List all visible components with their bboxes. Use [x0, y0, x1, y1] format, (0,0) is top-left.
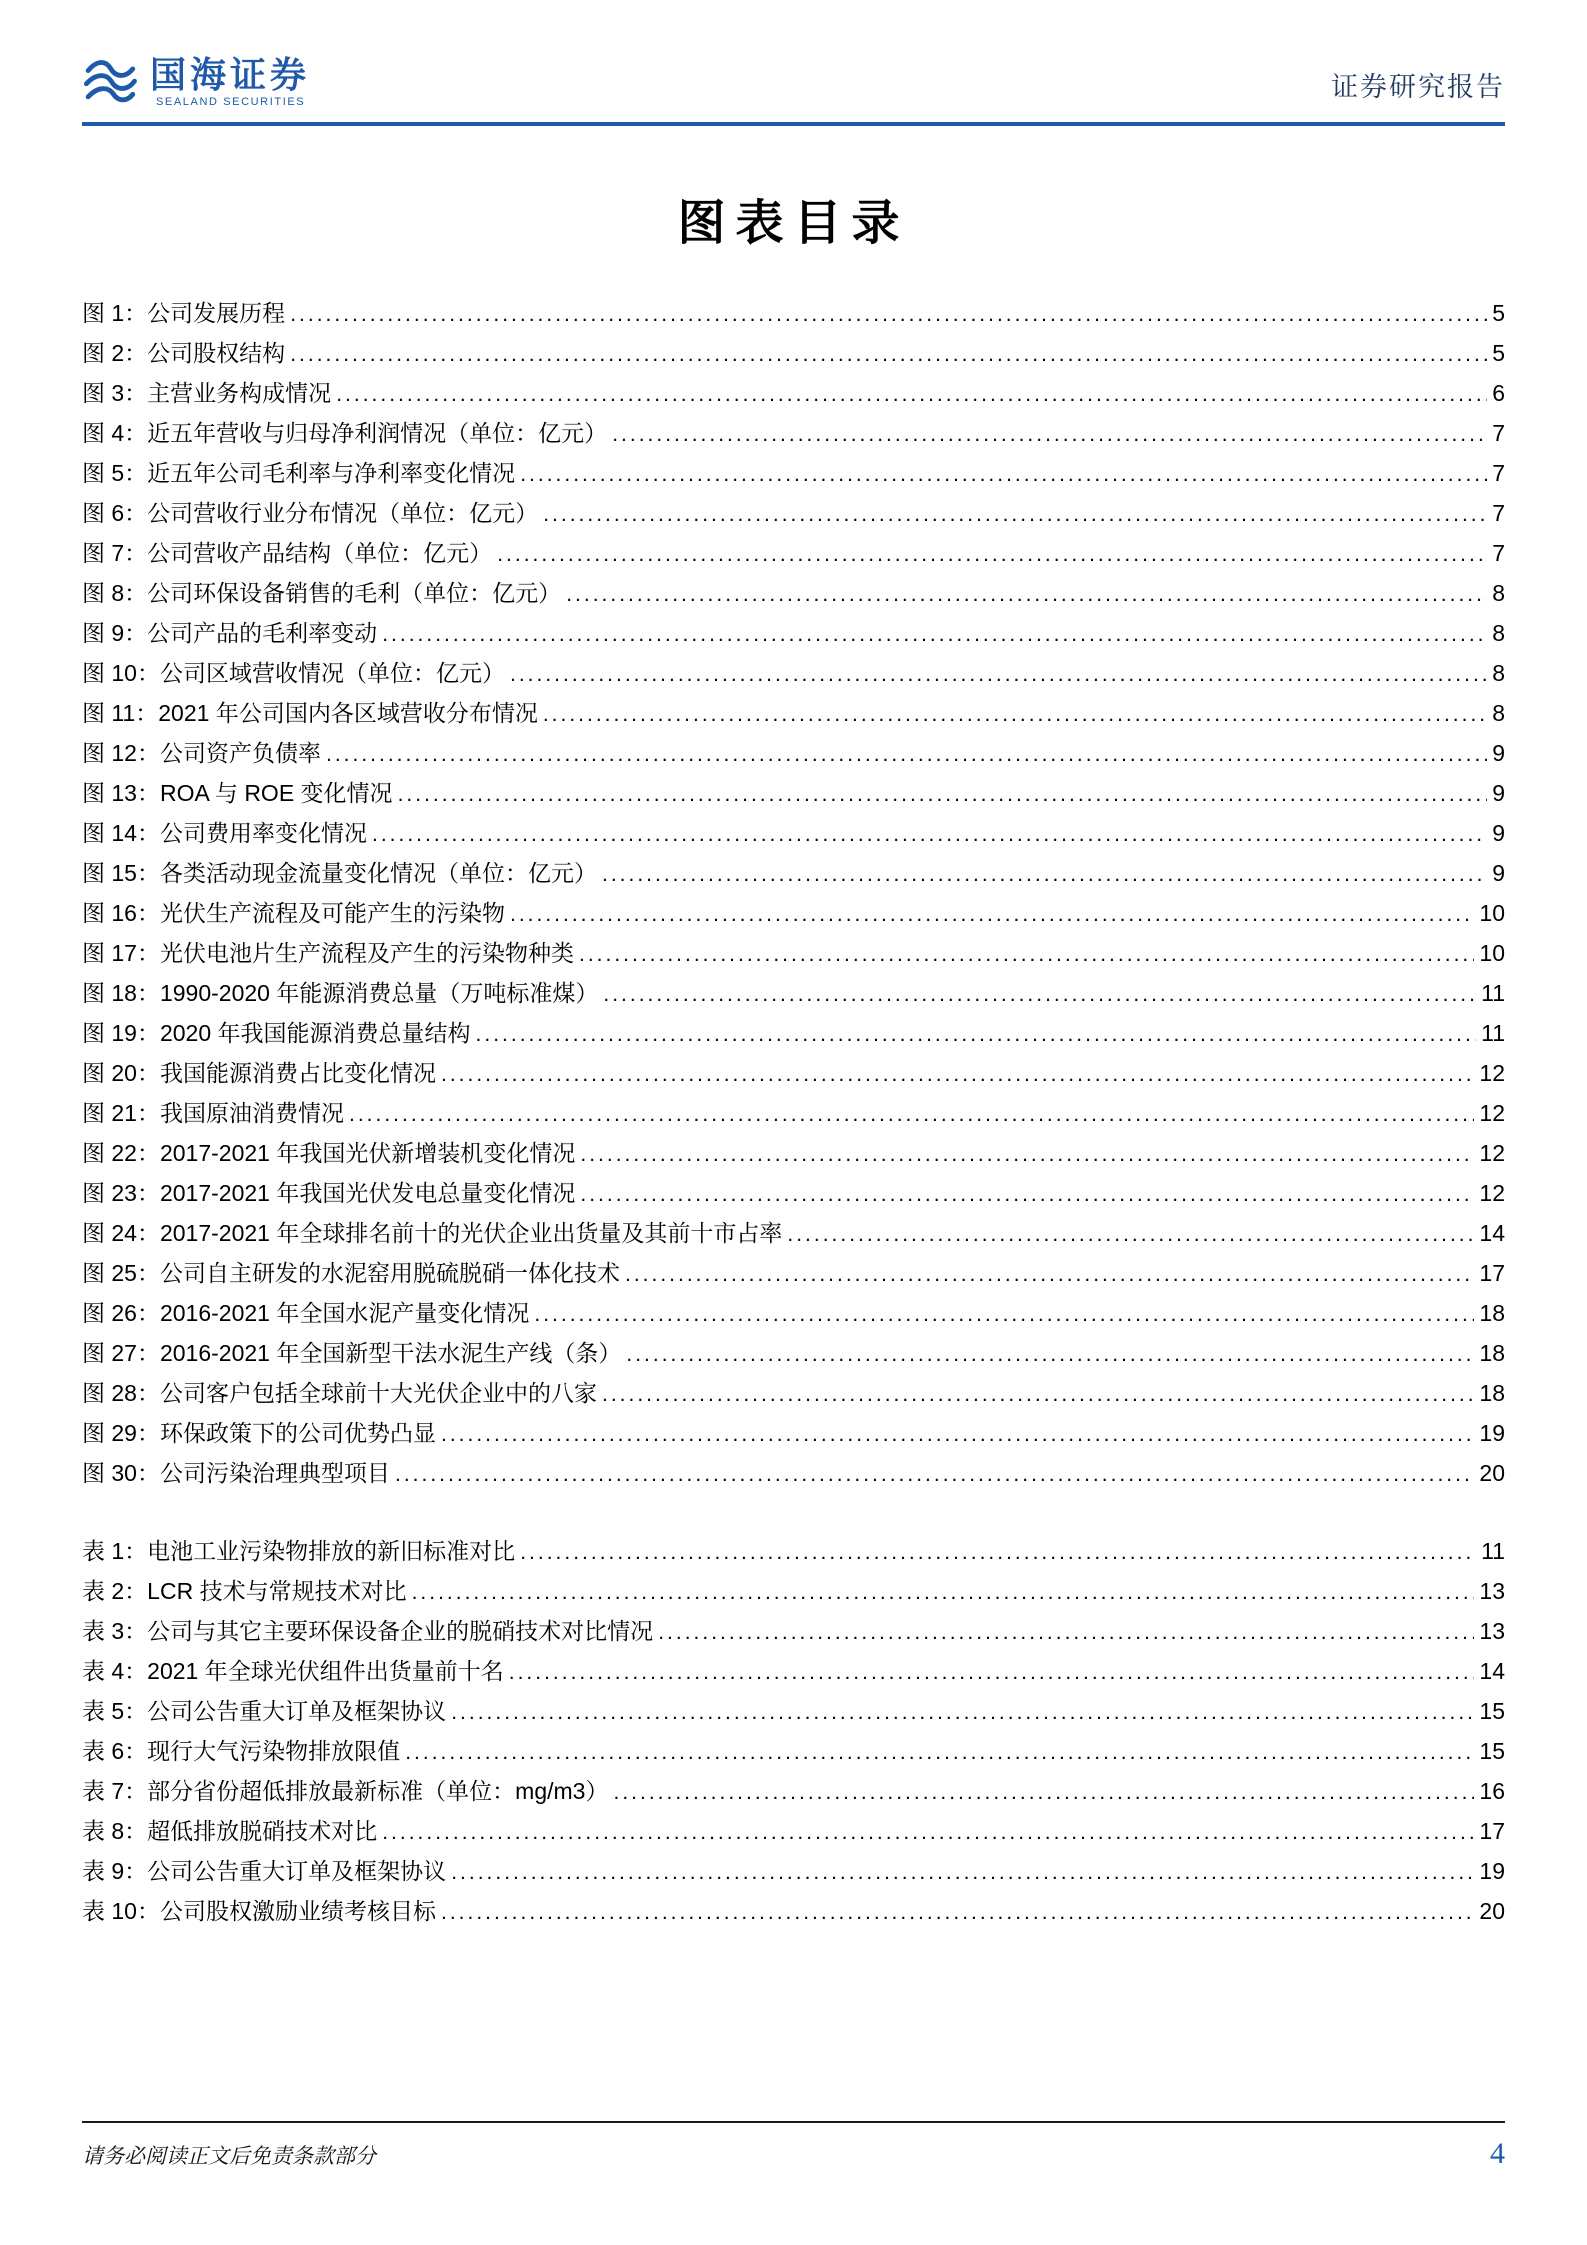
toc-entry[interactable]: [82, 1415, 1505, 1455]
toc-entry[interactable]: [82, 815, 1505, 855]
toc-entry-page: 14: [1479, 1220, 1505, 1246]
toc-entry-label: 图 22：2017-2021 年我国光伏新增装机变化情况: [82, 1140, 576, 1166]
toc-entry-page: 19: [1479, 1858, 1505, 1884]
toc-entry[interactable]: [82, 1175, 1505, 1215]
brand-name: 国海证券: [150, 53, 311, 95]
toc-entry[interactable]: [82, 1095, 1505, 1135]
toc-entry-label: 图 23：2017-2021 年我国光伏发电总量变化情况: [82, 1180, 576, 1206]
toc-entry-page: 5: [1492, 340, 1505, 366]
toc-entry[interactable]: [82, 575, 1505, 615]
toc-entry-page: 13: [1479, 1618, 1505, 1644]
toc-entry-label: 图 28：公司客户包括全球前十大光伏企业中的八家: [82, 1380, 597, 1406]
brand-logo: [82, 54, 311, 110]
toc-entry-label: 表 10：公司股权激励业绩考核目标: [82, 1898, 436, 1924]
toc-entry[interactable]: [82, 335, 1505, 375]
toc-entry-label: 表 7：部分省份超低排放最新标准（单位：mg/m3）: [82, 1778, 609, 1804]
toc-dot-leader: [395, 1460, 1474, 1487]
toc-entry-page: 8: [1492, 660, 1505, 686]
toc-entry[interactable]: [82, 1135, 1505, 1175]
toc-entry[interactable]: [82, 1693, 1505, 1733]
toc-entry[interactable]: [82, 615, 1505, 655]
page-title: 图表目录: [677, 197, 910, 250]
toc-entry[interactable]: [82, 1773, 1505, 1813]
toc-dot-leader: [603, 980, 1476, 1007]
toc-entry-page: 9: [1492, 860, 1505, 886]
toc-entry-page: 18: [1479, 1380, 1505, 1406]
brand-text: [150, 53, 311, 109]
toc-entry-page: 7: [1492, 420, 1505, 446]
toc-dot-leader: [580, 1140, 1474, 1167]
toc-entry-page: 7: [1492, 460, 1505, 486]
toc-entry-label: 表 2：LCR 技术与常规技术对比: [82, 1578, 407, 1604]
toc-dot-leader: [510, 900, 1474, 927]
toc-entry-page: 7: [1492, 500, 1505, 526]
toc-entry[interactable]: [82, 935, 1505, 975]
toc-entry-page: 13: [1479, 1578, 1505, 1604]
figures-toc-list: [82, 295, 1505, 1495]
toc-entry-label: 图 18：1990-2020 年能源消费总量（万吨标准煤）: [82, 980, 599, 1006]
toc-dot-leader: [543, 700, 1487, 727]
footer-page-number: 4: [1490, 2137, 1505, 2170]
toc-entry[interactable]: [82, 1295, 1505, 1335]
toc-entry-label: 图 12：公司资产负债率: [82, 740, 321, 766]
toc-dot-leader: [787, 1220, 1474, 1247]
toc-entry-label: 图 25：公司自主研发的水泥窑用脱硫脱硝一体化技术: [82, 1260, 620, 1286]
toc-entry[interactable]: [82, 1335, 1505, 1375]
toc-entry-label: 表 9：公司公告重大订单及框架协议: [82, 1858, 447, 1884]
toc-dot-leader: [382, 620, 1487, 647]
toc-entry[interactable]: [82, 1573, 1505, 1613]
toc-entry-page: 17: [1479, 1260, 1505, 1286]
toc-entry[interactable]: [82, 855, 1505, 895]
page-header: [0, 0, 1587, 110]
toc-entry-page: 9: [1492, 820, 1505, 846]
toc-dot-leader: [625, 1260, 1474, 1287]
toc-dot-leader: [510, 660, 1487, 687]
toc-dot-leader: [520, 1538, 1476, 1565]
toc-entry-label: 表 8：超低排放脱硝技术对比: [82, 1818, 378, 1844]
toc-entry[interactable]: [82, 1653, 1505, 1693]
toc-entry-label: 表 6：现行大气污染物排放限值: [82, 1738, 401, 1764]
toc-dot-leader: [290, 300, 1487, 327]
toc-entry[interactable]: [82, 895, 1505, 935]
toc-dot-leader: [534, 1300, 1474, 1327]
toc-entry-page: 5: [1492, 300, 1505, 326]
toc-entry-page: 12: [1479, 1060, 1505, 1086]
toc-dot-leader: [497, 540, 1487, 567]
toc-entry-label: 图 7：公司营收产品结构（单位：亿元）: [82, 540, 493, 566]
header-divider: [82, 122, 1505, 126]
toc-dot-leader: [580, 1180, 1474, 1207]
toc-dot-leader: [613, 1778, 1474, 1805]
toc-entry-page: 18: [1479, 1340, 1505, 1366]
toc-entry-page: 11: [1481, 1020, 1505, 1046]
toc-entry[interactable]: [82, 1733, 1505, 1773]
toc-entry-label: 图 5：近五年公司毛利率与净利率变化情况: [82, 460, 516, 486]
toc-entry-label: 图 3：主营业务构成情况: [82, 380, 332, 406]
toc-entry-label: 图 17：光伏电池片生产流程及产生的污染物种类: [82, 940, 574, 966]
toc-entry-page: 15: [1479, 1698, 1505, 1724]
toc-entry-page: 10: [1479, 940, 1505, 966]
toc-entry-page: 12: [1479, 1180, 1505, 1206]
toc-entry-label: 图 29：环保政策下的公司优势凸显: [82, 1420, 436, 1446]
toc-entry-page: 11: [1481, 1538, 1505, 1564]
toc-entry[interactable]: [82, 975, 1505, 1015]
toc-entry-page: 9: [1492, 740, 1505, 766]
toc-entry-page: 16: [1479, 1778, 1505, 1804]
toc-entry-page: 17: [1479, 1818, 1505, 1844]
brand-subtitle: SEALAND SECURITIES: [150, 96, 311, 108]
toc-entry-label: 图 14：公司费用率变化情况: [82, 820, 367, 846]
toc-entry-page: 20: [1479, 1460, 1505, 1486]
toc-entry-label: 图 13：ROA 与 ROE 变化情况: [82, 780, 393, 806]
toc-dot-leader: [412, 1578, 1475, 1605]
toc-entry-label: 表 1：电池工业污染物排放的新旧标准对比: [82, 1538, 516, 1564]
toc-entry-label: 图 10：公司区域营收情况（单位：亿元）: [82, 660, 505, 686]
page-footer: [82, 2121, 1505, 2171]
toc-entry[interactable]: [82, 415, 1505, 455]
toc-dot-leader: [349, 1100, 1474, 1127]
toc-entry-label: 表 3：公司与其它主要环保设备企业的脱硝技术对比情况: [82, 1618, 654, 1644]
toc-entry[interactable]: [82, 1055, 1505, 1095]
toc-entry[interactable]: [82, 295, 1505, 335]
toc-dot-leader: [451, 1858, 1474, 1885]
toc-entry-page: 9: [1492, 780, 1505, 806]
toc-entry-label: 图 6：公司营收行业分布情况（单位：亿元）: [82, 500, 539, 526]
toc-entry-label: 图 21：我国原油消费情况: [82, 1100, 344, 1126]
toc-entry-label: 图 27：2016-2021 年全国新型干法水泥生产线（条）: [82, 1340, 622, 1366]
toc-entry-label: 表 5：公司公告重大订单及框架协议: [82, 1698, 447, 1724]
toc-entry-label: 图 8：公司环保设备销售的毛利（单位：亿元）: [82, 580, 562, 606]
toc-entry-page: 8: [1492, 700, 1505, 726]
toc-entry-label: 图 20：我国能源消费占比变化情况: [82, 1060, 436, 1086]
toc-entry[interactable]: [82, 1455, 1505, 1495]
toc-entry[interactable]: [82, 1853, 1505, 1893]
toc-entry[interactable]: [82, 1893, 1505, 1933]
toc-dot-leader: [626, 1340, 1474, 1367]
toc-entry-label: 图 15：各类活动现金流量变化情况（单位：亿元）: [82, 860, 597, 886]
toc-entry-label: 图 4：近五年营收与归母净利润情况（单位：亿元）: [82, 420, 608, 446]
report-type-label: 证券研究报告: [1331, 72, 1505, 102]
toc-dot-leader: [382, 1818, 1474, 1845]
toc-dot-leader: [543, 500, 1487, 527]
toc-dot-leader: [336, 380, 1487, 407]
toc-entry-page: 8: [1492, 620, 1505, 646]
sealand-logo-icon: [82, 54, 138, 110]
toc-entry[interactable]: [82, 455, 1505, 495]
toc-entry-page: 11: [1481, 980, 1505, 1006]
toc-entry-page: 18: [1479, 1300, 1505, 1326]
toc-entry-label: 图 11：2021 年公司国内各区域营收分布情况: [82, 700, 538, 726]
toc-dot-leader: [372, 820, 1487, 847]
toc-dot-leader: [476, 1020, 1477, 1047]
toc-dot-leader: [441, 1060, 1474, 1087]
toc-entry[interactable]: [82, 1255, 1505, 1295]
toc-entry[interactable]: [82, 1015, 1505, 1055]
toc-dot-leader: [602, 1380, 1474, 1407]
toc-dot-leader: [290, 340, 1487, 367]
toc-entry[interactable]: [82, 495, 1505, 535]
toc-dot-leader: [405, 1738, 1474, 1765]
toc-entry[interactable]: [82, 735, 1505, 775]
toc-dot-leader: [441, 1898, 1474, 1925]
toc-entry-label: 图 16：光伏生产流程及可能产生的污染物: [82, 900, 505, 926]
toc-dot-leader: [509, 1658, 1475, 1685]
toc-entry-label: 图 9：公司产品的毛利率变动: [82, 620, 378, 646]
toc-entry-page: 8: [1492, 580, 1505, 606]
toc-entry-page: 15: [1479, 1738, 1505, 1764]
toc-entry-page: 20: [1479, 1898, 1505, 1924]
toc-entry-label: 表 4：2021 年全球光伏组件出货量前十名: [82, 1658, 504, 1684]
toc-entry-page: 12: [1479, 1140, 1505, 1166]
toc-dot-leader: [579, 940, 1474, 967]
toc-entry[interactable]: [82, 1215, 1505, 1255]
toc-entry-label: 图 30：公司污染治理典型项目: [82, 1460, 390, 1486]
toc-entry[interactable]: [82, 375, 1505, 415]
toc-dot-leader: [602, 860, 1487, 887]
toc-dot-leader: [520, 460, 1487, 487]
toc-entry-page: 19: [1479, 1420, 1505, 1446]
toc-dot-leader: [326, 740, 1487, 767]
toc-entry-page: 14: [1479, 1658, 1505, 1684]
toc-entry[interactable]: [82, 655, 1505, 695]
toc-dot-leader: [658, 1618, 1474, 1645]
toc-entry[interactable]: [82, 775, 1505, 815]
toc-entry-label: 图 19：2020 年我国能源消费总量结构: [82, 1020, 471, 1046]
toc-entry[interactable]: [82, 1613, 1505, 1653]
toc-entry-page: 10: [1479, 900, 1505, 926]
toc-entry[interactable]: [82, 1813, 1505, 1853]
toc-entry-label: 图 24：2017-2021 年全球排名前十的光伏企业出货量及其前十市占率: [82, 1220, 783, 1246]
tables-toc-list: [82, 1533, 1505, 1933]
toc-entry-page: 6: [1492, 380, 1505, 406]
toc-entry[interactable]: [82, 1533, 1505, 1573]
toc-dot-leader: [612, 420, 1487, 447]
toc-entry-label: 图 26：2016-2021 年全国水泥产量变化情况: [82, 1300, 530, 1326]
toc-entry-page: 7: [1492, 540, 1505, 566]
toc-entry[interactable]: [82, 1375, 1505, 1415]
toc-entry[interactable]: [82, 535, 1505, 575]
toc-entry-label: 图 1：公司发展历程: [82, 300, 286, 326]
toc-dot-leader: [398, 780, 1488, 807]
toc-entry-page: 12: [1479, 1100, 1505, 1126]
toc-dot-leader: [441, 1420, 1474, 1447]
toc-dot-leader: [566, 580, 1487, 607]
toc-entry[interactable]: [82, 695, 1505, 735]
toc-dot-leader: [451, 1698, 1474, 1725]
toc-entry-label: 图 2：公司股权结构: [82, 340, 286, 366]
footer-disclaimer: 请务必阅读正文后免责条款部分: [82, 2144, 376, 2168]
